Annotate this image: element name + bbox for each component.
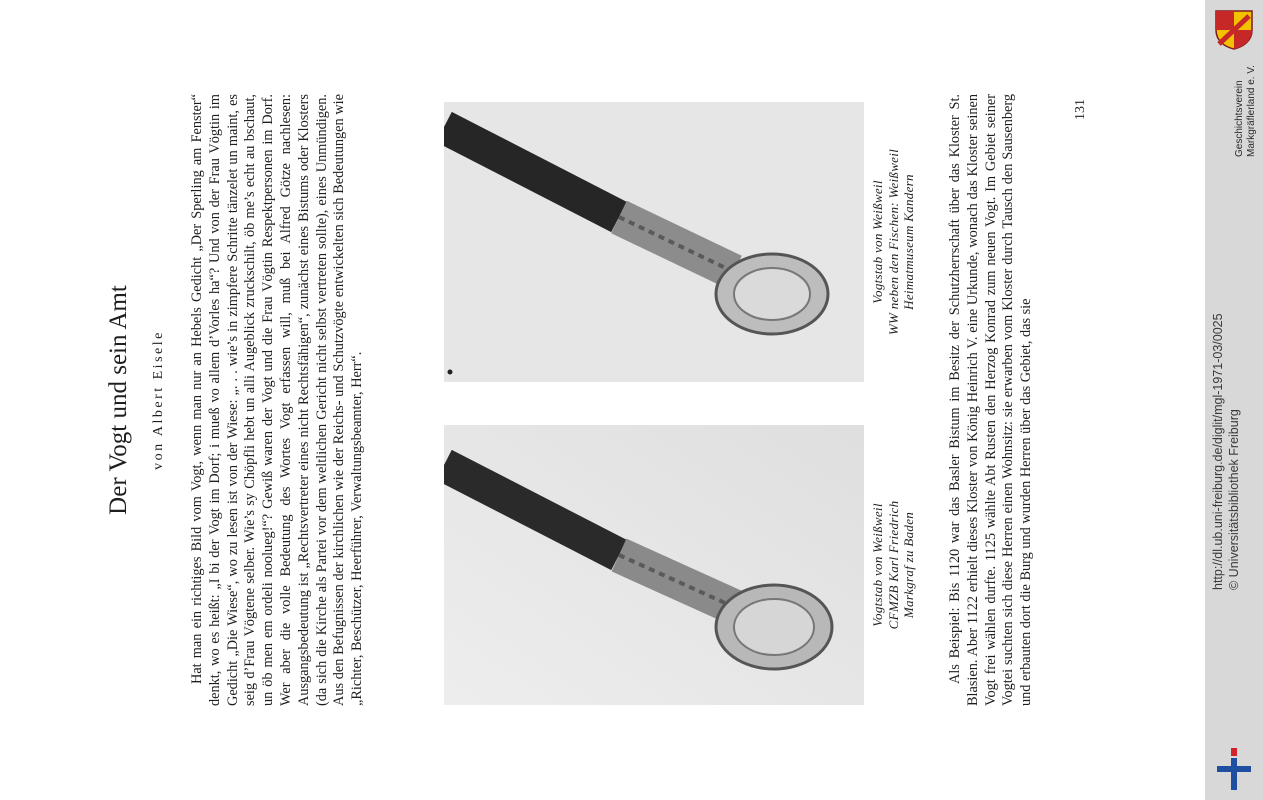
caption-line: Vogtstab von Weißweil [870,503,885,627]
coat-of-arms-icon[interactable] [1213,8,1255,50]
ub-freiburg-logo-icon[interactable] [1215,748,1253,790]
photo-vogtstab-right [444,102,864,382]
article-author: von Albert Eisele [151,330,166,470]
viewer-sidebar [1205,0,1263,800]
caption-right [870,102,917,382]
article-title: Der Vogt und sein Amt [105,285,132,515]
paragraph-text: Als Beispiel: Bis 1120 war das Basler Bistum im Besitz der Schutzherrschaft über das Kloster St. Blasien. Aber 1122 erhielt dieses Kloster von König Heinrich V. eine Urkunde, wonach das Kloster seinen Vogt frei wählen durfte. 1125 wählte Abt Rusten den Herzog Konrad zum neuen Vogt. Im Gebiet seiner Vogtei suchten sich diese Herren einen Wohnsitz: sie erwarben vom Kloster durch Tausch den Sausenberg und erbauten dort die Burg und wurden Herren über das Gebiet, das sie [947,94,1035,706]
example-paragraph [947,94,1036,706]
page-number: 131 [1073,99,1088,120]
caption-line: WW neben den Fischen: Weißweil [885,148,901,336]
caption-line: Vogtstab von Weißweil [870,180,885,304]
org-name-line2: Markgräflerland e. V. [1246,65,1257,157]
copyright-notice: © Universitätsbibliothek Freiburg [1227,409,1241,590]
caption-left [870,425,917,705]
caption-line: CFMZB Karl Friedrich [885,500,901,630]
vogtstab-image [444,102,864,382]
permalink-url[interactable]: http://dl.ub.uni-freiburg.de/diglit/mgl-1971-03/0025 [1211,313,1225,590]
paragraph-text: Hat man ein richtiges Bild vom Vogt, wenn man nur an Hebels Gedicht „Der Sperling am Fenster“ denkt, wo es heißt: „I bi der Vogt im Dorf; i mueß vo allem d’Vorles ha“? Und von der Frau Vögtin im Gedicht „Die Wiese“, wo zu lesen ist von der Wiese: „. . . wie’s in zimpfere Schritte tänzelet un maint, es seig d’Frau Vögtene selber. Wie’s sy Chöpfli hebt un alli Augeblick zruckschilt, öb me’s echt au bschaut, un öb men em ordeli noolueg!“? Gewiß waren der Vogt und die Frau Vögtin Respektpersonen im Dorf. Wer aber die volle Bedeutung des Wortes Vogt erfassen will, muß bei Alfred Götze nachlesen: Ausgangsbedeutung ist „Rechtsvertreter eines nicht Rechtsfähigen“, zunächst eines Bistums oder Klosters (da sich die Kirche als Partei vor dem weltlichen Gericht nicht selbst vertreten sollte), eines Unmündigen. Aus den Befugnissen der kirchlichen wie der Reichs- und Schutzvögte entwickelten sich Bedeutungen wie „Richter, Beschützer, Heerführer, Verwaltungsbeamter, Herr“. [189,94,366,706]
org-name-line1: Geschichtsverein [1234,80,1245,157]
vogtstab-image [444,425,864,705]
intro-paragraph [189,94,367,706]
caption-line: Markgraf zu Baden [901,511,916,619]
caption-line: Heimatmuseum Kandern [901,174,916,310]
photo-vogtstab-left [444,425,864,705]
